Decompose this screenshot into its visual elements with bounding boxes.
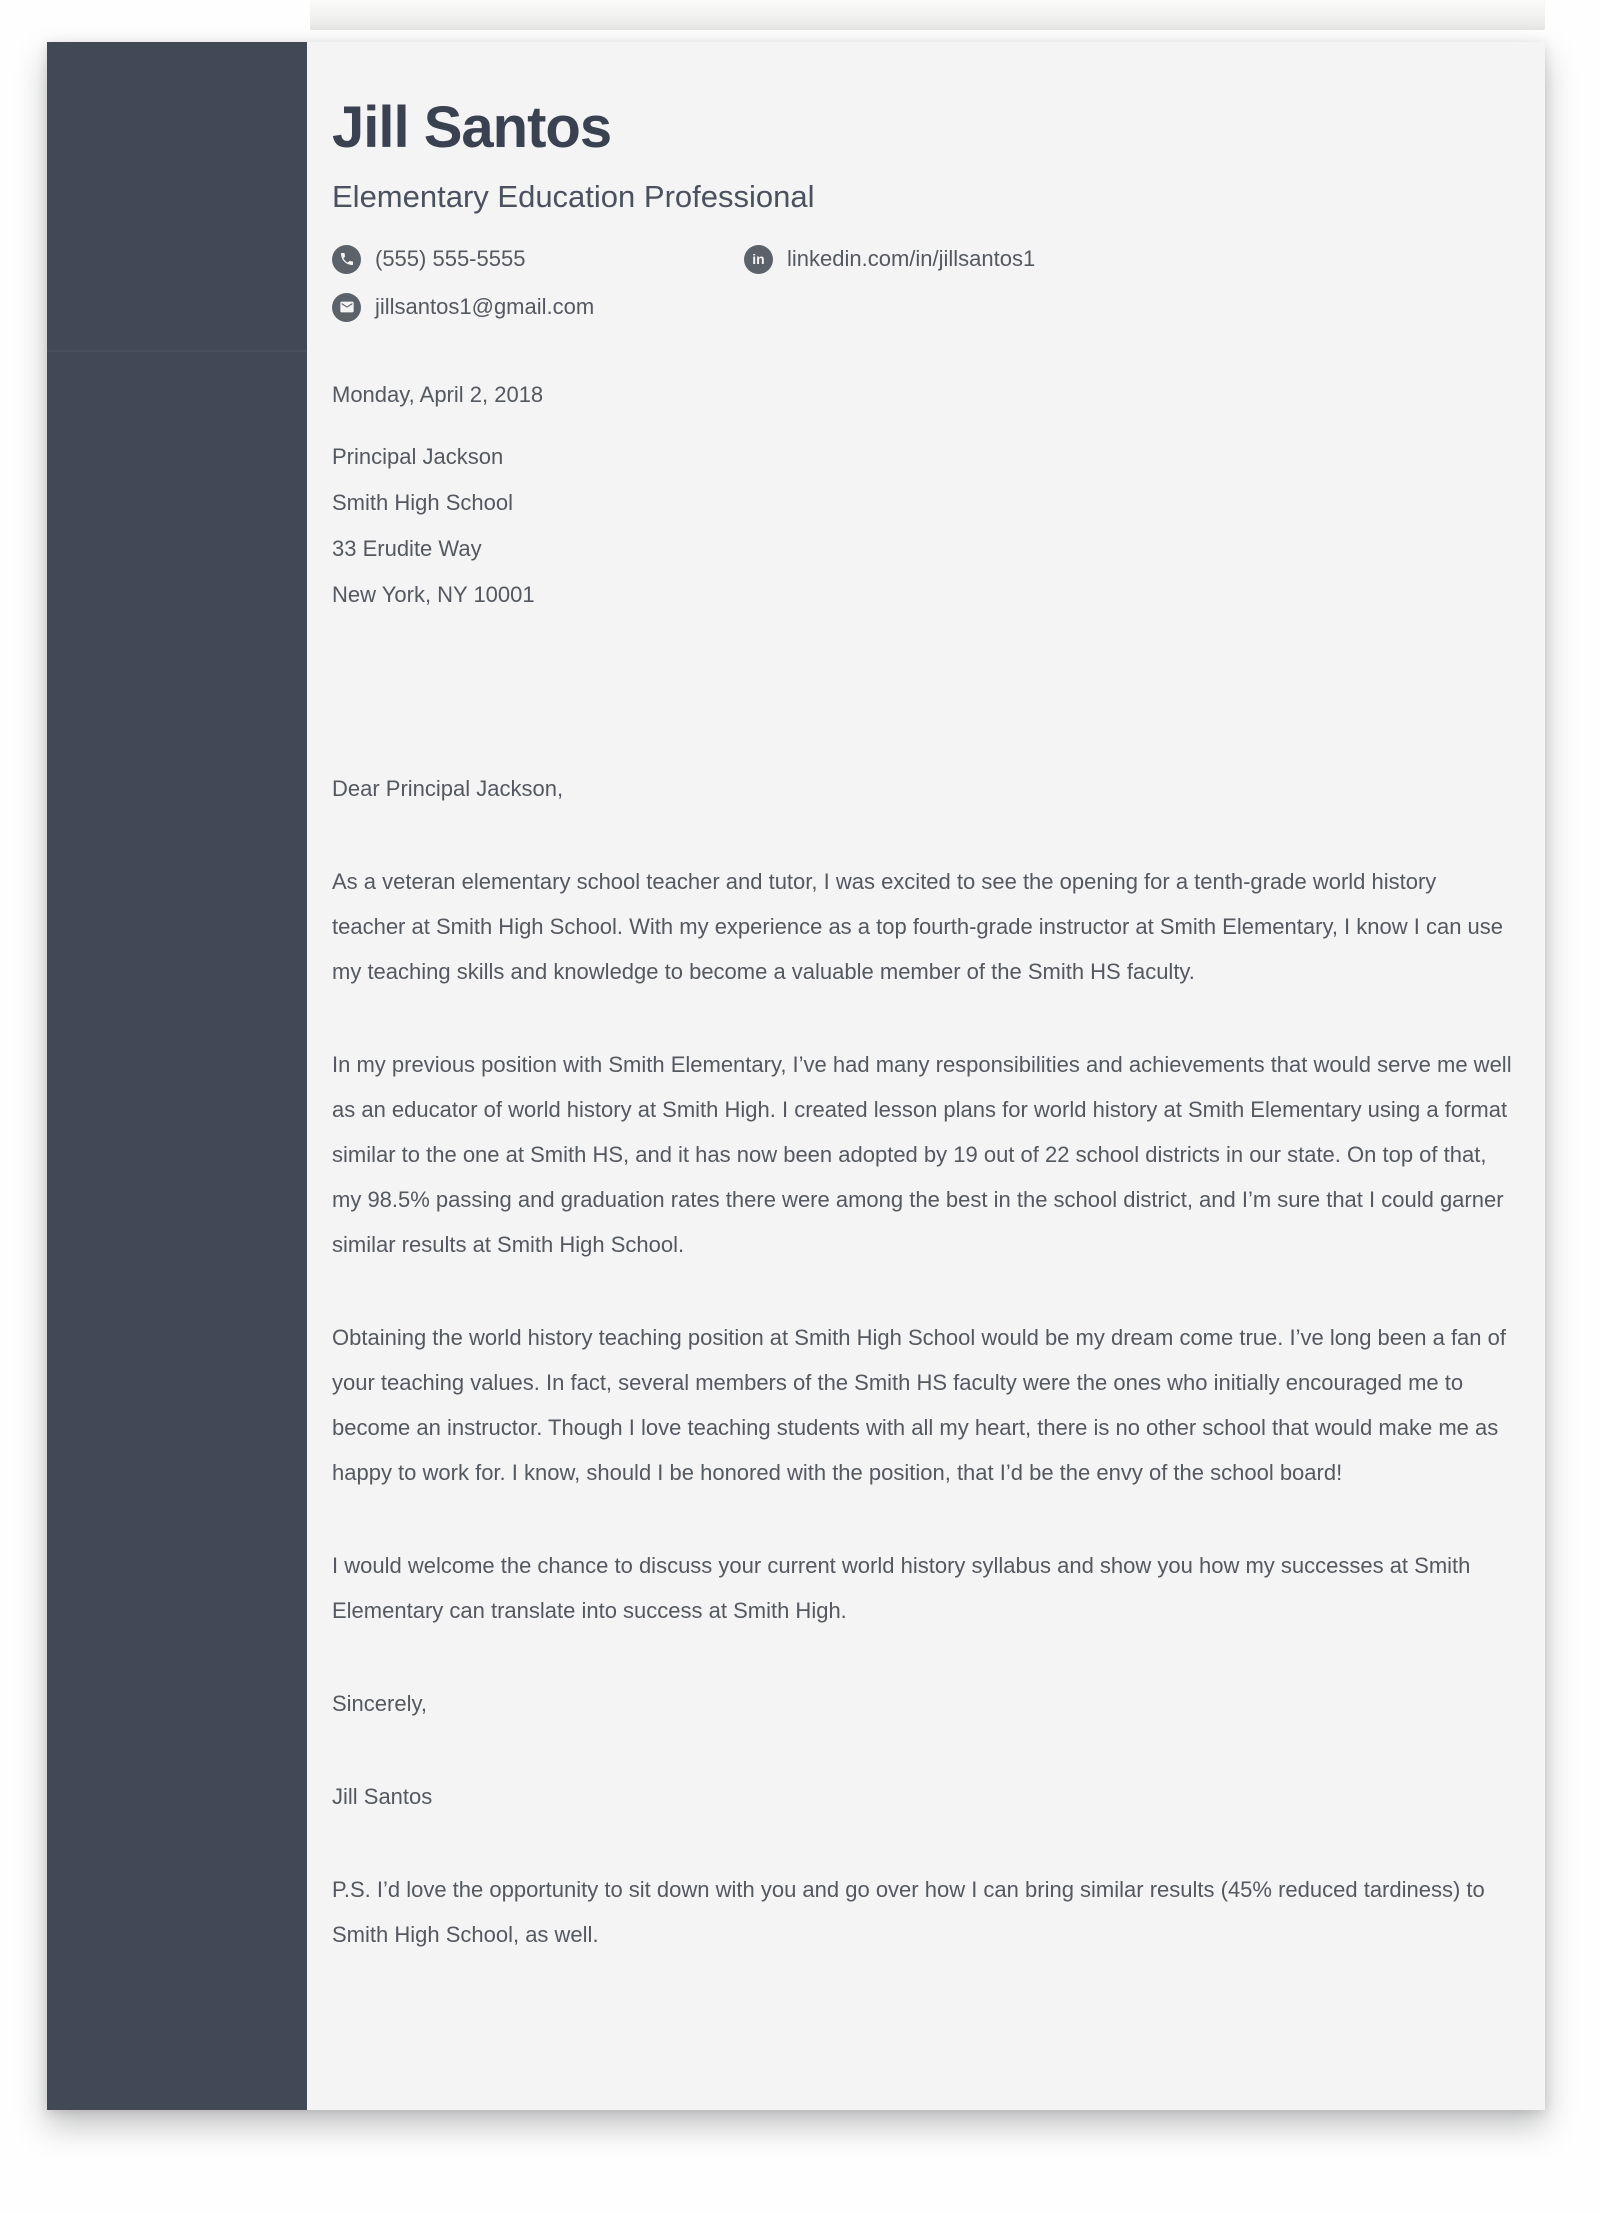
email-address: jillsantos1@gmail.com	[375, 294, 595, 320]
greeting: Dear Principal Jackson,	[332, 775, 564, 801]
applicant-name: Jill Santos	[332, 95, 612, 160]
paragraph-2: In my previous position with Smith Elementary, I’ve had many responsibilities and achievements that would serve me well as an educator of world history at Smith High. I created lesson plans for world history at Smith Elementary using a format similar to the one at Smith HS, and it has now been adopted by 19 out of 22 school districts in our state. On top of that, my 98.5% passing and graduation rates there were among the best in the school district, and I’m sure that I could garner similar results at Smith High School.	[332, 1051, 1512, 1257]
postscript: P.S. I’d love the opportunity to sit down with you and go over how I can bring similar results (45% reduced tardiness) to Smith High School, as well.	[332, 1876, 1485, 1947]
recipient-organization: Smith High School	[332, 489, 513, 515]
phone-icon	[332, 245, 361, 274]
cover-letter-page	[47, 42, 1545, 2110]
paragraph-1: As a veteran elementary school teacher and tutor, I was excited to see the opening for a tenth-grade world history teacher at Smith High School. With my experience as a top fourth-grade instructor at Smith Elementary, I know I can use my teaching skills and knowledge to become a valuable member of the Smith HS faculty.	[332, 868, 1504, 984]
recipient-name: Principal Jackson	[332, 443, 504, 469]
recipient-address	[332, 434, 1515, 618]
signature: Jill Santos	[332, 1783, 433, 1809]
contact-phone	[332, 245, 744, 274]
sidebar-divider	[47, 350, 307, 352]
recipient-street: 33 Erudite Way	[332, 535, 482, 561]
closing: Sincerely,	[332, 1690, 427, 1716]
email-icon	[332, 293, 361, 322]
recipient-city: New York, NY 10001	[332, 581, 535, 607]
contact-linkedin	[744, 245, 1515, 274]
paragraph-3: Obtaining the world history teaching position at Smith High School would be my dream come true. I’ve long been a fan of your teaching values. In fact, several members of the Smith HS faculty were the ones who initially encouraged me to become an instructor. Though I love teaching students with all my heart, there is no other school that would make me as happy to work for. I know, should I be honored with the position, that I’d be the envy of the school board!	[332, 1324, 1506, 1485]
linkedin-url: linkedin.com/in/jillsantos1	[787, 246, 1036, 272]
letter-content	[307, 42, 1545, 2110]
sidebar-accent-panel	[47, 42, 307, 2110]
previous-page-edge	[310, 0, 1545, 30]
linkedin-icon: in	[744, 245, 773, 274]
contact-info	[332, 245, 1515, 322]
phone-number: (555) 555-5555	[375, 246, 526, 272]
contact-email	[332, 293, 744, 322]
paragraph-4: I would welcome the chance to discuss your current world history syllabus and show you how my successes at Smith Elementary can translate into success at Smith High.	[332, 1552, 1471, 1623]
applicant-job-title: Elementary Education Professional	[332, 178, 815, 214]
letter-date: Monday, April 2, 2018	[332, 381, 544, 407]
